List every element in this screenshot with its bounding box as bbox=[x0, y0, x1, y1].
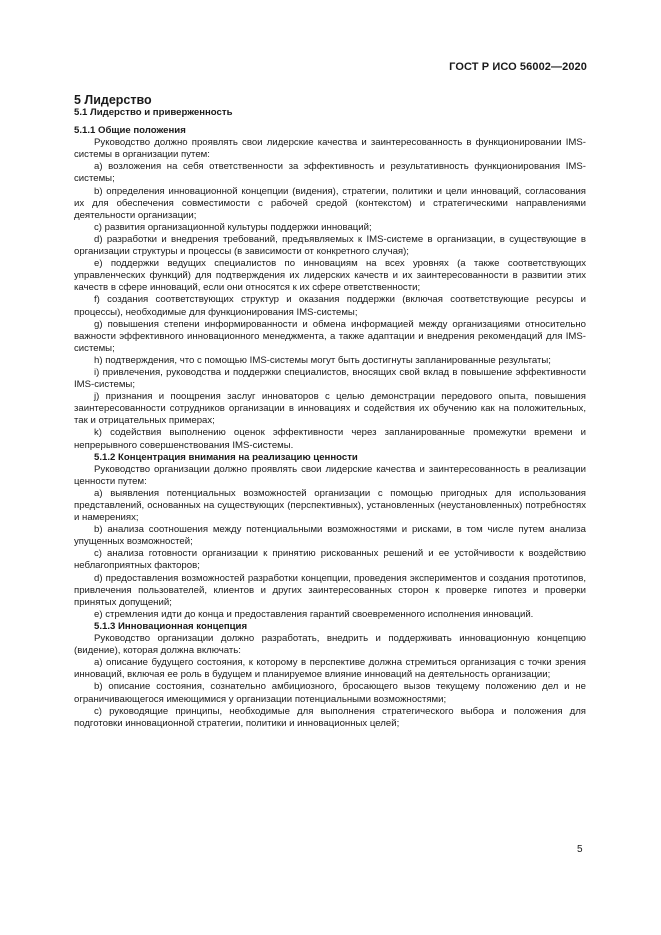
clause-5-1-2-title: 5.1.2 Концентрация внимания на реализацию ценности bbox=[94, 451, 358, 463]
list-item: i) привлечения, руководства и поддержки специалистов, вносящих свой вклад в повышение эффективности IMS-системы; bbox=[74, 366, 586, 391]
list-item: c) руководящие принципы, необходимые для выполнения стратегического выбора и положения для подготовки инновационной стратегии, политики и инновационных целей; bbox=[74, 705, 586, 729]
list-item: b) анализа соотношения между потенциальными возможностями и рисками, в том числе путем анализа упущенных возможностей; bbox=[74, 524, 586, 548]
list-item: a) выявления потенциальных возможностей организации с помощью пригодных для использования представлений, основанных на существующих (перспективных), установленных (неустановленных) потребностях и намерениях; bbox=[74, 487, 586, 524]
list-item: c) анализа готовности организации к принятию рискованных решений и ее устойчивости к воздействию неблагоприятных факторов; bbox=[74, 548, 586, 572]
clause-5-1-1-intro: Руководство должно проявлять свои лидерские качества и заинтересованность в функционировании IMS-системы в организации путем: bbox=[74, 137, 586, 161]
list-item: h) подтверждения, что с помощью IMS-системы могут быть достигнуты запланированные результаты; bbox=[94, 354, 551, 366]
page-number: 5 bbox=[577, 844, 583, 855]
list-item: d) предоставления возможностей разработки концепции, проведения экспериментов и создания прототипов, привлечения пользователей, клиентов и других заинтересованных сторон к проверке гипотез и проверки принятых допущений; bbox=[74, 572, 586, 608]
list-item: e) стремления идти до конца и предоставления гарантий своевременного исполнения инноваций. bbox=[94, 608, 534, 620]
list-item: k) содействия выполнению оценок эффективности через запланированные промежутки времени и непрерывного совершенствования IMS-системы. bbox=[74, 427, 586, 451]
clause-5-1-2-intro: Руководство организации должно проявлять свои лидерские качества и заинтересованность в реализации ценности путем: bbox=[74, 463, 586, 487]
list-item: d) разработки и внедрения требований, предъявляемых к IMS-системе в организации, в существующие в организации структуры и процессы (в зависимости от конкретного случая); bbox=[74, 233, 586, 258]
list-item: b) описание состояния, сознательно амбициозного, бросающего вызов текущему положению дел и не ограничивающегося имеющимися у организации потенциальными возможностями; bbox=[74, 681, 586, 705]
list-item: c) развития организационной культуры поддержки инноваций; bbox=[94, 221, 372, 233]
list-item: e) поддержки ведущих специалистов по инновациям на всех уровнях (а также соответствующих управленческих функций) для подтверждения их лидерских качеств и их заинтересованности в развитии этих качеств в сфере инноваций, если они относятся к их сфере ответственности; bbox=[74, 258, 586, 294]
clause-5-1-1-title: 5.1.1 Общие положения bbox=[74, 125, 186, 137]
clause-5-1-3-title: 5.1.3 Инновационная концепция bbox=[94, 620, 248, 632]
standard-code-header: ГОСТ Р ИСО 56002—2020 bbox=[449, 61, 587, 73]
subsection-title: 5.1 Лидерство и приверженность bbox=[74, 107, 233, 118]
list-item: b) определения инновационной концепции (видения), стратегии, политики и цели инноваций, согласования их для обеспечения совместимости с рабочей средой (контекстом) и стратегическими направлениями деятельности организации; bbox=[74, 185, 586, 221]
list-item: a) описание будущего состояния, к которому в перспективе должна стремиться организация с точки зрения инноваций, включая ее роль в будущем и планируемое влияние инноваций на деятельность организации; bbox=[74, 657, 586, 681]
list-item: g) повышения степени информированности и обмена информацией между организациями относительно важности эффективного инновационного менеджмента, а также адаптации и внедрения рекомендаций для IMS-системы; bbox=[74, 318, 586, 354]
list-item: j) признания и поощрения заслуг инноваторов с целью демонстрации передового опыта, повышения заинтересованности сотрудников организации в инновациях и содействия их обучению как на положительных, так и отрицательных примерах; bbox=[74, 391, 586, 427]
list-item: a) возложения на себя ответственности за эффективность и результативность функционирования IMS-системы; bbox=[74, 161, 586, 185]
list-item: f) создания соответствующих структур и оказания поддержки (включая соответствующие ресурсы и процессы), необходимые для функционирования IMS-системы; bbox=[74, 294, 586, 318]
page-content bbox=[74, 93, 586, 730]
section-title: 5 Лидерство bbox=[74, 93, 152, 107]
clause-5-1-3-intro: Руководство организации должно разработать, внедрить и поддерживать инновационную концепцию (видение), которая должна включать: bbox=[74, 633, 586, 657]
